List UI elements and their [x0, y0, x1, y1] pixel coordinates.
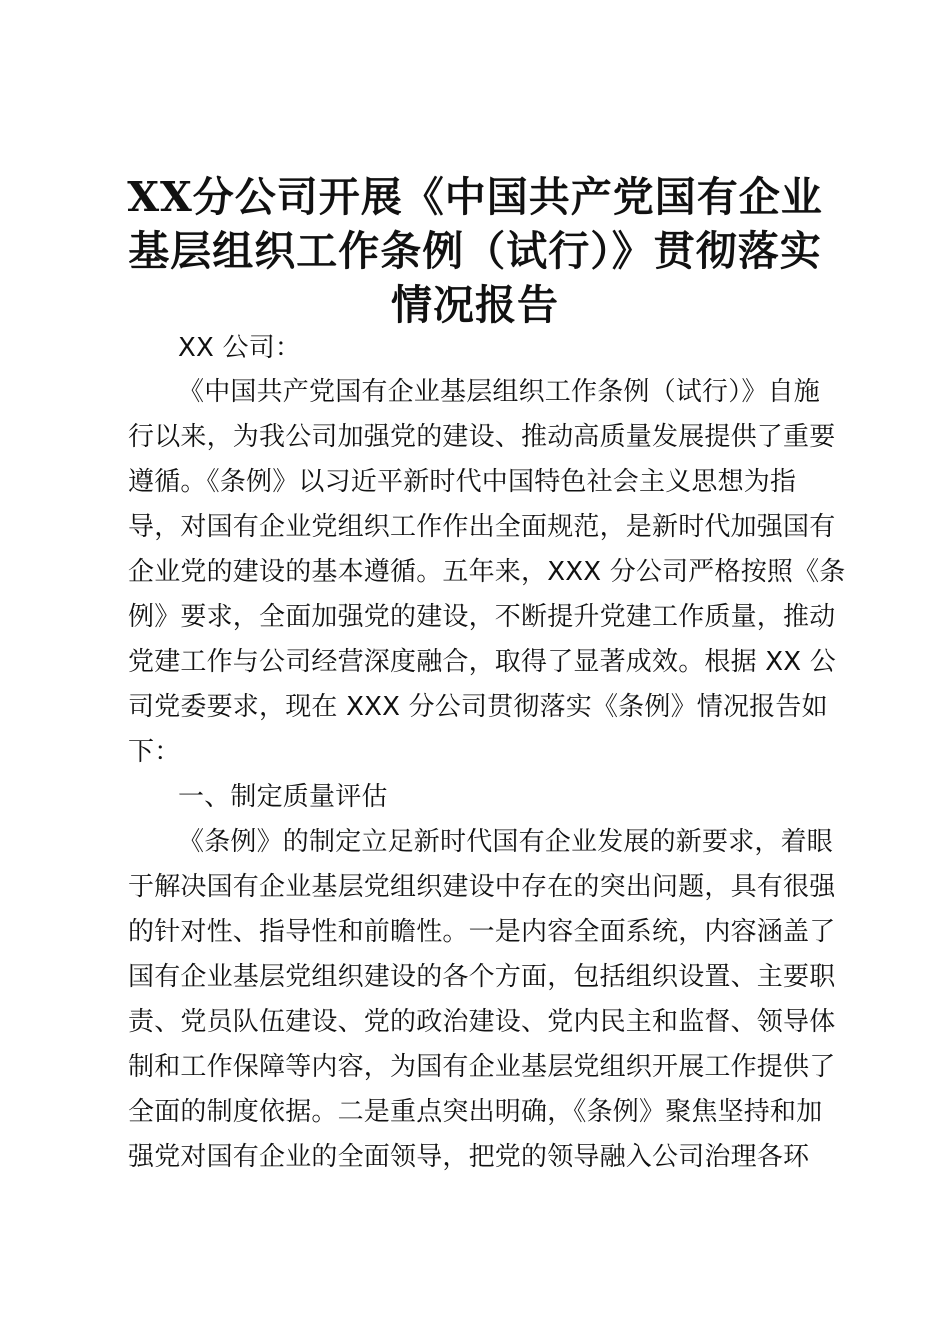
section-paragraph-line: 全面的制度依据。二是重点突出明确，《条例》聚焦坚持和加: [128, 1097, 823, 1127]
intro-paragraph-line: 行以来，为我公司加强党的建设、推动高质量发展提供了重要: [128, 422, 836, 452]
intro-paragraph-line: 遵循。《条例》以习近平新时代中国特色社会主义思想为指: [128, 467, 797, 497]
document-title: [118, 170, 832, 332]
section-paragraph-line: 国有企业基层党组织建设的各个方面，包括组织设置、主要职: [128, 962, 836, 992]
intro-paragraph-line: 导，对国有企业党组织工作作出全面规范，是新时代加强国有: [128, 512, 836, 542]
intro-paragraph-line: 司党委要求，现在 XXX 分公司贯彻落实《条例》情况报告如: [128, 692, 828, 722]
section-paragraph-line: 的针对性、指导性和前瞻性。一是内容全面系统，内容涵盖了: [128, 917, 836, 947]
salutation: XX 公司：: [178, 333, 302, 363]
section-paragraph-line: 《条例》的制定立足新时代国有企业发展的新要求，着眼: [178, 827, 834, 857]
intro-paragraph-line: 例》要求，全面加强党的建设，不断提升党建工作质量，推动: [128, 602, 836, 632]
intro-paragraph-line: 党建工作与公司经营深度融合，取得了显著成效。根据 XX 公: [128, 647, 836, 677]
section-paragraph-line: 制和工作保障等内容，为国有企业基层党组织开展工作提供了: [128, 1052, 836, 1082]
section-heading: 一、制定质量评估: [178, 782, 388, 812]
intro-paragraph-line: 企业党的建设的基本遵循。五年来，XXX 分公司严格按照《条: [128, 557, 846, 587]
section-paragraph-line: 于解决国有企业基层党组织建设中存在的突出问题，具有很强: [128, 872, 836, 902]
section-paragraph-line: 强党对国有企业的全面领导，把党的领导融入公司治理各环: [128, 1142, 810, 1172]
intro-paragraph-line: 《中国共产党国有企业基层组织工作条例（试行）》自施: [178, 377, 821, 407]
title-line: XX分公司开展《中国共产党国有企业: [127, 173, 823, 221]
title-line: 情况报告: [391, 281, 559, 329]
title-line: 基层组织工作条例（试行）》贯彻落实: [128, 227, 822, 275]
intro-paragraph-line: 下：: [128, 737, 181, 767]
section-paragraph-line: 责、党员队伍建设、党的政治建设、党内民主和监督、领导体: [128, 1007, 836, 1037]
